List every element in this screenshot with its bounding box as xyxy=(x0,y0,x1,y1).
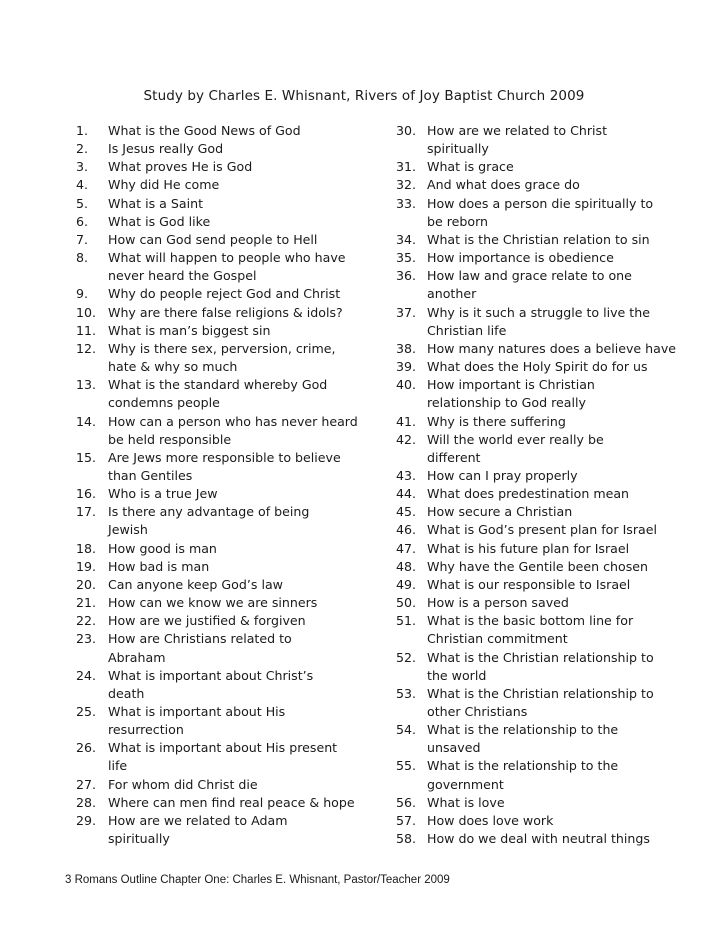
question-item xyxy=(396,195,676,231)
question-text: How bad is man xyxy=(108,558,210,574)
question-number: 27. xyxy=(76,776,97,792)
question-item xyxy=(76,558,376,576)
question-item xyxy=(396,794,676,812)
question-item xyxy=(396,612,676,648)
question-text: relationship to God really xyxy=(427,395,586,411)
question-number: 31. xyxy=(396,159,417,175)
question-text: What is God’s present plan for Israel xyxy=(427,522,657,538)
question-item xyxy=(76,285,376,303)
question-item xyxy=(396,830,676,848)
question-item xyxy=(396,721,676,757)
question-text: How secure a Christian xyxy=(427,504,573,520)
question-text: Why are there false religions & idols? xyxy=(108,304,343,320)
question-text: What is love xyxy=(427,794,505,810)
question-item xyxy=(396,685,676,721)
question-number: 12. xyxy=(76,340,97,356)
question-text: How many natures does a believe have xyxy=(427,340,677,356)
question-item xyxy=(76,140,376,158)
question-number: 39. xyxy=(396,359,417,375)
question-text: never heard the Gospel xyxy=(108,268,257,284)
question-item xyxy=(76,122,376,140)
question-item xyxy=(76,213,376,231)
page-footer: 3 Romans Outline Chapter One: Charles E. Whisnant, Pastor/Teacher 2009 xyxy=(65,874,450,886)
question-number: 35. xyxy=(396,250,417,266)
question-number: 23. xyxy=(76,631,97,647)
question-item xyxy=(396,521,676,539)
question-number: 29. xyxy=(76,812,97,828)
question-text: How can I pray properly xyxy=(427,467,578,483)
question-number: 46. xyxy=(396,522,417,538)
question-number: 58. xyxy=(396,831,417,847)
question-text: Who is a true Jew xyxy=(108,486,218,502)
question-item xyxy=(396,594,676,612)
question-number: 52. xyxy=(396,649,417,665)
question-text: unsaved xyxy=(427,740,481,756)
question-text: How does love work xyxy=(427,812,554,828)
question-text: hate & why so much xyxy=(108,359,238,375)
question-item xyxy=(396,576,676,594)
question-text: What is the basic bottom line for xyxy=(427,613,634,629)
question-item xyxy=(76,630,376,666)
question-number: 54. xyxy=(396,722,417,738)
question-number: 5. xyxy=(76,195,89,211)
question-number: 51. xyxy=(396,613,417,629)
question-item xyxy=(396,503,676,521)
question-list-left xyxy=(76,122,376,848)
question-text: How can God send people to Hell xyxy=(108,231,318,247)
question-number: 33. xyxy=(396,195,417,211)
question-number: 6. xyxy=(76,213,89,229)
question-text: What is the relationship to the xyxy=(427,758,619,774)
question-text: What proves He is God xyxy=(108,159,253,175)
question-text: Abraham xyxy=(108,649,166,665)
question-item xyxy=(76,304,376,322)
question-number: 44. xyxy=(396,486,417,502)
question-text: Why is there suffering xyxy=(427,413,566,429)
question-number: 15. xyxy=(76,449,97,465)
question-text: Why do people reject God and Christ xyxy=(108,286,341,302)
question-item xyxy=(396,249,676,267)
question-item xyxy=(76,794,376,812)
question-item xyxy=(76,703,376,739)
question-item xyxy=(396,267,676,303)
question-text: What is a Saint xyxy=(108,195,204,211)
question-number: 16. xyxy=(76,486,97,502)
question-text: What is the Christian relation to sin xyxy=(427,231,650,247)
question-number: 26. xyxy=(76,740,97,756)
question-text: What is important about Christ’s xyxy=(108,667,314,683)
question-text: How are we related to Christ xyxy=(427,123,608,138)
question-text: Christian life xyxy=(427,322,507,338)
question-text: Jewish xyxy=(108,522,148,538)
question-item xyxy=(396,757,676,793)
question-item xyxy=(76,612,376,630)
page-title: Study by Charles E. Whisnant, Rivers of Joy Baptist Church 2009 xyxy=(143,88,585,104)
question-text: than Gentiles xyxy=(108,467,193,483)
question-list-right xyxy=(396,122,676,848)
question-item xyxy=(396,485,676,503)
question-item xyxy=(76,449,376,485)
question-number: 32. xyxy=(396,177,417,193)
question-text: Where can men find real peace & hope xyxy=(108,794,355,810)
question-text: What is the Good News of God xyxy=(108,123,301,138)
question-text: What is man’s biggest sin xyxy=(108,322,271,338)
question-text: How can a person who has never heard xyxy=(108,413,358,429)
question-text: government xyxy=(427,776,504,792)
question-text: Are Jews more responsible to believe xyxy=(108,449,341,465)
question-number: 53. xyxy=(396,685,417,701)
question-number: 3. xyxy=(76,159,89,175)
question-text: What is our responsible to Israel xyxy=(427,576,631,592)
question-number: 17. xyxy=(76,504,97,520)
question-number: 34. xyxy=(396,231,417,247)
question-number: 8. xyxy=(76,250,89,266)
question-item xyxy=(396,558,676,576)
question-text: different xyxy=(427,449,481,465)
question-text: Why did He come xyxy=(108,177,220,193)
question-text: What is important about His present xyxy=(108,740,338,756)
question-number: 2. xyxy=(76,141,89,157)
question-text: What is grace xyxy=(427,159,514,175)
question-number: 49. xyxy=(396,576,417,592)
question-number: 9. xyxy=(76,286,89,302)
question-number: 25. xyxy=(76,704,97,719)
question-item xyxy=(76,776,376,794)
question-text: Christian commitment xyxy=(427,631,568,647)
question-number: 22. xyxy=(76,613,97,629)
question-number: 13. xyxy=(76,377,97,393)
question-item xyxy=(396,376,676,412)
question-item xyxy=(396,340,676,358)
question-number: 14. xyxy=(76,413,97,429)
question-text: How does a person die spiritually to xyxy=(427,195,654,211)
question-item xyxy=(76,322,376,340)
question-number: 38. xyxy=(396,340,417,356)
question-text: the world xyxy=(427,667,487,683)
question-item xyxy=(396,304,676,340)
question-text: And what does grace do xyxy=(427,177,580,193)
question-text: What is the Christian relationship to xyxy=(427,685,654,701)
question-number: 48. xyxy=(396,558,417,574)
question-text: Is Jesus really God xyxy=(108,141,224,157)
question-text: How importance is obedience xyxy=(427,250,614,266)
question-text: How good is man xyxy=(108,540,217,556)
question-text: What is God like xyxy=(108,213,211,229)
question-item xyxy=(76,158,376,176)
question-number: 42. xyxy=(396,431,417,447)
question-text: What is the standard whereby God xyxy=(108,377,328,393)
question-text: How law and grace relate to one xyxy=(427,268,632,284)
question-item xyxy=(396,540,676,558)
question-item xyxy=(76,231,376,249)
question-item xyxy=(76,812,376,848)
question-number: 55. xyxy=(396,758,417,774)
question-item xyxy=(76,249,376,285)
question-text: be reborn xyxy=(427,213,489,229)
question-item xyxy=(76,739,376,775)
question-text: Will the world ever really be xyxy=(427,431,604,447)
question-item xyxy=(76,376,376,412)
question-item xyxy=(396,467,676,485)
question-item xyxy=(76,176,376,194)
question-number: 56. xyxy=(396,794,417,810)
question-text: spiritually xyxy=(108,831,170,847)
question-text: How are we related to Adam xyxy=(108,812,288,828)
question-number: 37. xyxy=(396,304,417,320)
question-item xyxy=(396,158,676,176)
question-text: death xyxy=(108,685,145,701)
question-number: 7. xyxy=(76,231,89,247)
question-item xyxy=(396,413,676,431)
question-item xyxy=(76,413,376,449)
question-text: Is there any advantage of being xyxy=(108,504,310,520)
question-text: How is a person saved xyxy=(427,595,569,611)
question-item xyxy=(76,195,376,213)
question-item xyxy=(396,358,676,376)
question-text: What is important about His xyxy=(108,704,286,719)
question-text: What is the Christian relationship to xyxy=(427,649,654,665)
question-item xyxy=(76,576,376,594)
question-text: be held responsible xyxy=(108,431,232,447)
question-number: 21. xyxy=(76,595,97,611)
question-text: What will happen to people who have xyxy=(108,250,346,266)
question-text: Why is there sex, perversion, crime, xyxy=(108,340,336,356)
question-number: 57. xyxy=(396,812,417,828)
question-text: How can we know we are sinners xyxy=(108,595,318,611)
question-number: 40. xyxy=(396,377,417,393)
question-number: 1. xyxy=(76,123,89,138)
question-item xyxy=(76,503,376,539)
question-number: 20. xyxy=(76,576,97,592)
question-number: 19. xyxy=(76,558,97,574)
question-item xyxy=(396,649,676,685)
question-number: 28. xyxy=(76,794,97,810)
question-text: life xyxy=(108,758,128,774)
question-text: spiritually xyxy=(427,141,489,157)
question-item xyxy=(396,122,676,158)
question-text: Why have the Gentile been chosen xyxy=(427,558,649,574)
question-text: Why is it such a struggle to live the xyxy=(427,304,650,320)
question-item xyxy=(396,176,676,194)
question-text: How are Christians related to xyxy=(108,631,292,647)
question-number: 50. xyxy=(396,595,417,611)
question-text: condemns people xyxy=(108,395,220,411)
question-number: 45. xyxy=(396,504,417,520)
question-item xyxy=(396,812,676,830)
question-number: 11. xyxy=(76,322,97,338)
question-text: resurrection xyxy=(108,722,184,738)
question-item xyxy=(76,340,376,376)
question-number: 4. xyxy=(76,177,89,193)
question-number: 30. xyxy=(396,123,417,138)
question-number: 24. xyxy=(76,667,97,683)
question-text: Can anyone keep God’s law xyxy=(108,576,283,592)
question-text: What is his future plan for Israel xyxy=(427,540,630,556)
question-item xyxy=(76,540,376,558)
question-text: another xyxy=(427,286,477,302)
question-text: other Christians xyxy=(427,704,528,719)
question-item xyxy=(396,231,676,249)
question-text: What is the relationship to the xyxy=(427,722,619,738)
question-number: 10. xyxy=(76,304,97,320)
question-number: 18. xyxy=(76,540,97,556)
question-text: For whom did Christ die xyxy=(108,776,258,792)
question-item xyxy=(76,594,376,612)
question-text: How are we justified & forgiven xyxy=(108,613,306,629)
question-item xyxy=(76,485,376,503)
question-text: What does the Holy Spirit do for us xyxy=(427,359,648,375)
question-number: 36. xyxy=(396,268,417,284)
question-text: How important is Christian xyxy=(427,377,595,393)
question-text: How do we deal with neutral things xyxy=(427,831,650,847)
question-text: What does predestination mean xyxy=(427,486,630,502)
question-number: 41. xyxy=(396,413,417,429)
question-number: 43. xyxy=(396,467,417,483)
question-item xyxy=(76,667,376,703)
question-number: 47. xyxy=(396,540,417,556)
question-item xyxy=(396,431,676,467)
